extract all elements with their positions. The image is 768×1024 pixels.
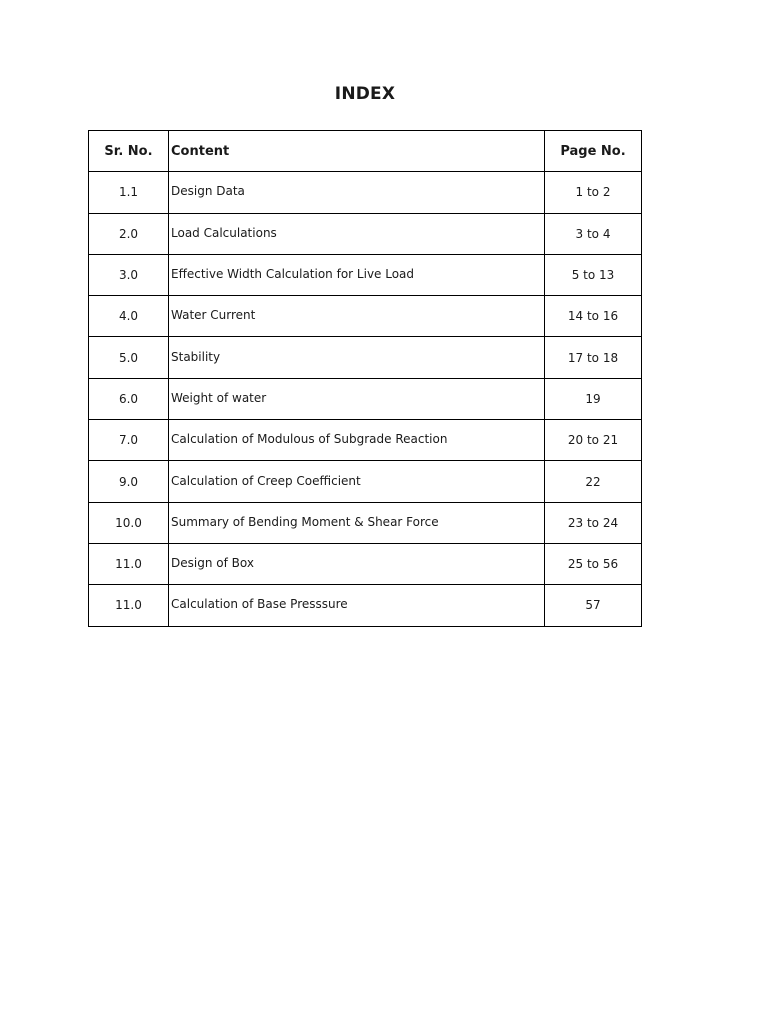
- row-content: [169, 420, 545, 461]
- row-content-text: Summary of Bending Moment & Shear Force: [171, 514, 439, 529]
- header-sr-no: Sr. No.: [89, 131, 169, 172]
- page-title: INDEX: [334, 84, 396, 104]
- row-sr-no: 6.0: [89, 378, 169, 419]
- row-sr-no: 11.0: [89, 543, 169, 584]
- row-content-text: Design of Box: [171, 556, 254, 571]
- row-page-no: 25 to 56: [545, 543, 642, 584]
- table-row: [89, 254, 642, 295]
- row-content: [169, 585, 545, 626]
- row-page-no: 23 to 24: [545, 502, 642, 543]
- row-page-no: 1 to 2: [545, 172, 642, 213]
- row-sr-no: 11.0: [89, 585, 169, 626]
- row-sr-no: 9.0: [89, 461, 169, 502]
- row-page-no: 14 to 16: [545, 296, 642, 337]
- row-content-text: Effective Width Calculation for Live Load: [171, 267, 415, 282]
- table-row: [89, 213, 642, 254]
- row-content-text: Load Calculations: [171, 225, 277, 240]
- row-content-text: Stability: [171, 349, 221, 364]
- table-row: [89, 543, 642, 584]
- row-page-no: 17 to 18: [545, 337, 642, 378]
- row-content-text: Calculation of Modulous of Subgrade Reaction: [171, 432, 448, 447]
- table-row: [89, 585, 642, 626]
- row-content: [169, 378, 545, 419]
- row-content: [169, 254, 545, 295]
- table-row: [89, 461, 642, 502]
- row-content: [169, 461, 545, 502]
- row-page-no: 57: [545, 585, 642, 626]
- table-row: [89, 172, 642, 213]
- row-page-no: 19: [545, 378, 642, 419]
- row-content-text: Water Current: [171, 308, 256, 323]
- table-row: [89, 296, 642, 337]
- table-row: [89, 420, 642, 461]
- row-sr-no: 2.0: [89, 213, 169, 254]
- row-content-text: Calculation of Base Presssure: [171, 597, 348, 612]
- header-content: Content: [169, 131, 545, 172]
- row-content: [169, 213, 545, 254]
- row-content: [169, 172, 545, 213]
- table-header-row: [89, 131, 642, 172]
- row-page-no: 5 to 13: [545, 254, 642, 295]
- row-sr-no: 3.0: [89, 254, 169, 295]
- row-content-text: Weight of water: [171, 390, 267, 405]
- row-sr-no: 10.0: [89, 502, 169, 543]
- row-page-no: 22: [545, 461, 642, 502]
- row-content: [169, 296, 545, 337]
- row-sr-no: 5.0: [89, 337, 169, 378]
- row-content-text: Design Data: [171, 184, 245, 199]
- row-page-no: 20 to 21: [545, 420, 642, 461]
- row-content-text: Calculation of Creep Coefficient: [171, 473, 361, 488]
- row-page-no: 3 to 4: [545, 213, 642, 254]
- row-content: [169, 337, 545, 378]
- table-row: [89, 378, 642, 419]
- row-sr-no: 7.0: [89, 420, 169, 461]
- table-row: [89, 337, 642, 378]
- row-sr-no: 4.0: [89, 296, 169, 337]
- row-content: [169, 543, 545, 584]
- row-sr-no: 1.1: [89, 172, 169, 213]
- table-row: [89, 502, 642, 543]
- header-page-no: Page No.: [545, 131, 642, 172]
- row-content: [169, 502, 545, 543]
- index-table: [88, 130, 642, 627]
